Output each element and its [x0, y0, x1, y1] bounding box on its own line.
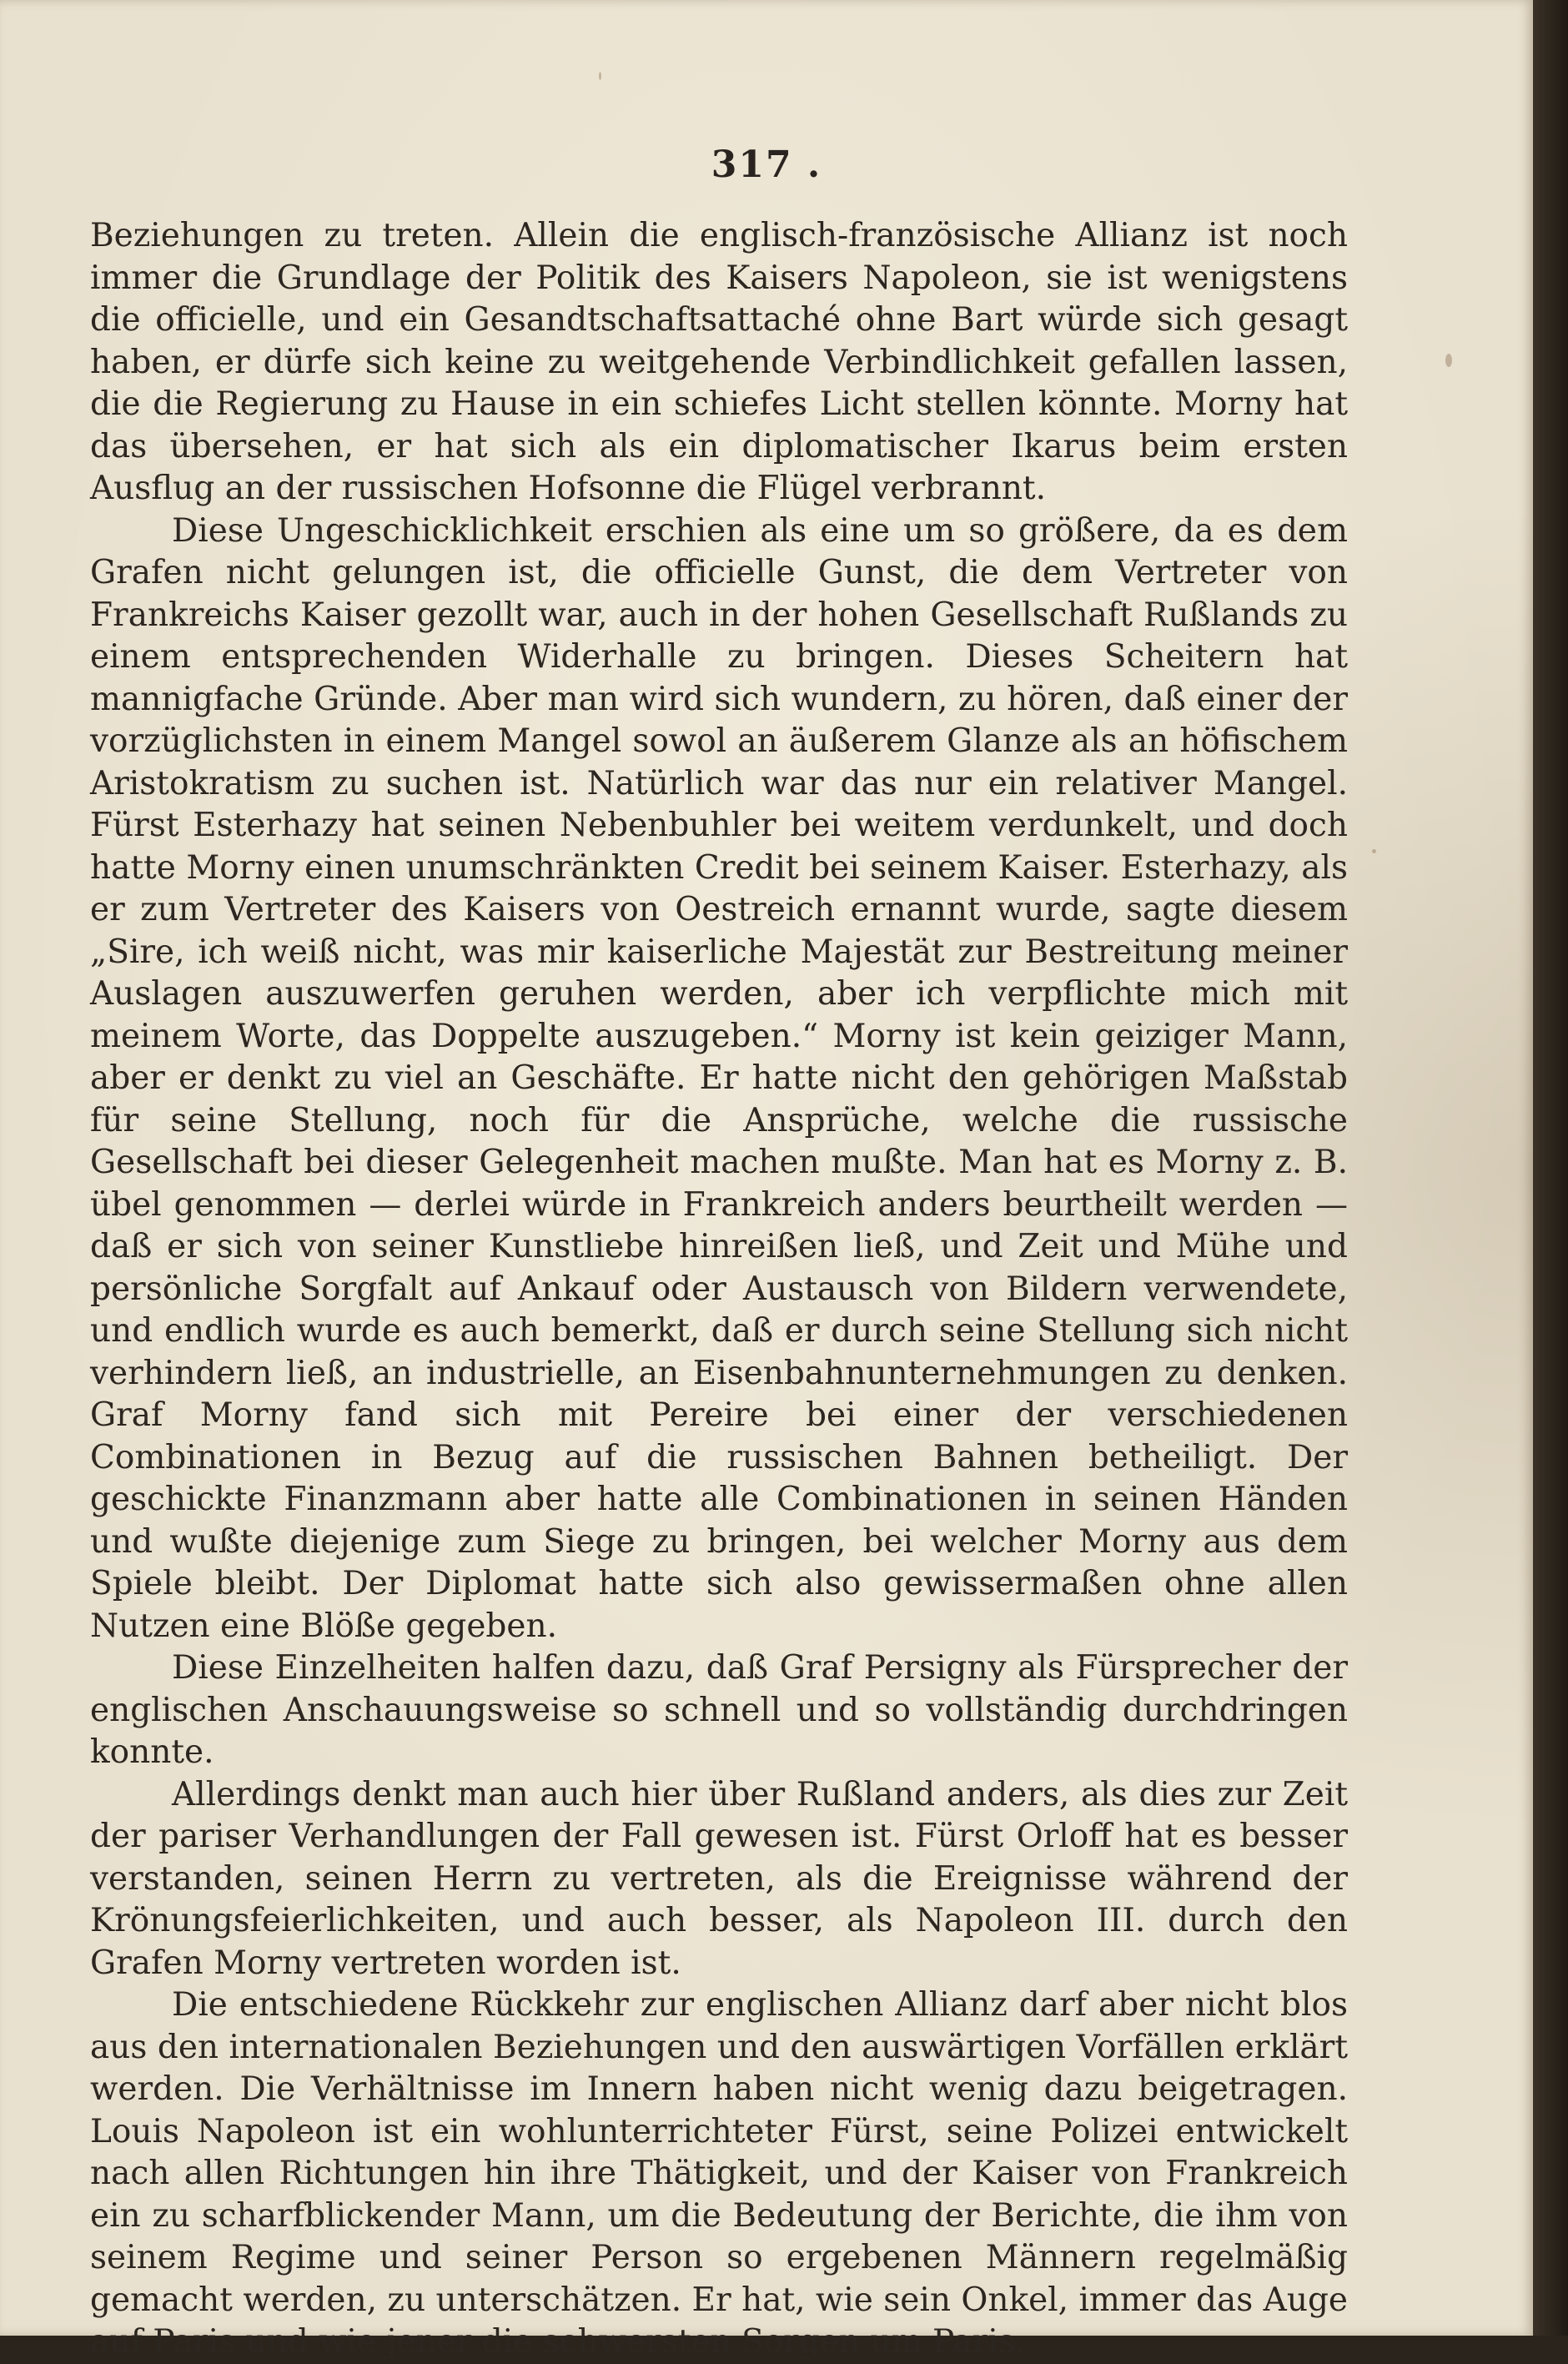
book-binding-edge: [1533, 0, 1568, 2336]
paper-stain: [599, 72, 601, 80]
paragraph: Allerdings denkt man auch hier über Rußland anders, als dies zur Zeit der pariser Verhandlungen der Fall gewesen ist. Fürst Orloff hat es besser verstanden, seinen Herrn zu vertreten, als die Ereignisse während der Krönungsfeierlichkeiten, und auch besser, als Napoleon III. durch den Grafen Morny vertreten worden ist.: [90, 1775, 1348, 1982]
paper-stain: [1372, 849, 1376, 853]
paragraph: Die entschiedene Rückkehr zur englischen Allianz darf aber nicht blos aus den internationalen Beziehungen und den auswärtigen Vorfällen erklärt werden. Die Verhältnisse im Innern haben nicht wenig dazu beigetragen. Louis Napoleon ist ein wohlunterrichteter Fürst, seine Polizei entwickelt nach allen Richtungen hin ihre Thätigkeit, und der Kaiser von Frankreich ein zu scharfblickender Mann, um die Bedeutung der Berichte, die ihm von seinem Regime und seiner Person so ergebenen Männern regelmäßig gemacht werden, zu unterschätzen. Er hat, wie sein Onkel, immer das Auge auf Paris und wie jener die schwersten Sorgen um Paris.: [90, 1986, 1348, 2361]
body-text: [90, 215, 1348, 2364]
paragraph: Diese Ungeschicklichkeit erschien als eine um so größere, da es dem Grafen nicht gelungen ist, die officielle Gunst, die dem Vertreter von Frankreichs Kaiser gezollt war, auch in der hohen Gesellschaft Rußlands zu einem entsprechenden Widerhalle zu bringen. Dieses Scheitern hat mannigfache Gründe. Aber man wird sich wundern, zu hören, daß einer der vorzüglichsten in einem Mangel sowol an äußerem Glanze als an höfischem Aristokratism zu suchen ist. Natürlich war das nur ein relativer Mangel. Fürst Esterhazy hat seinen Nebenbuhler bei weitem verdunkelt, und doch hatte Morny einen unumschränkten Credit bei seinem Kaiser. Esterhazy, als er zum Vertreter des Kaisers von Oestreich ernannt wurde, sagte diesem „Sire, ich weiß nicht, was mir kaiserliche Majestät zur Bestreitung meiner Auslagen auszuwerfen geruhen werden, aber ich verpflichte mich mit meinem Worte, das Doppelte auszugeben.“ Morny ist kein geiziger Mann, aber er denkt zu viel an Geschäfte. Er hatte nicht den gehörigen Maßstab für seine Stellung, noch für die Ansprüche, welche die russische Gesellschaft bei dieser Gelegenheit machen mußte. Man hat es Morny z. B. übel genommen — derlei würde in Frankreich anders beurtheilt werden — daß er sich von seiner Kunstliebe hinreißen ließ, und Zeit und Mühe und persönliche Sorgfalt auf Ankauf oder Austausch von Bildern verwendete, und endlich wurde es auch bemerkt, daß er durch seine Stellung sich nicht verhindern ließ, an industrielle, an Eisenbahnunternehmungen zu denken. Graf Morny fand sich mit Pereire bei einer der verschiedenen Combinationen in Bezug auf die russischen Bahnen betheiligt. Der geschickte Finanzmann aber hatte alle Combinationen in seinen Händen und wußte diejenige zum Siege zu bringen, bei welcher Morny aus dem Spiele bleibt. Der Diplomat hatte sich also gewissermaßen ohne allen Nutzen eine Blöße gegeben.: [90, 511, 1348, 1645]
page-number: 317 .: [711, 143, 822, 186]
paragraph: Beziehungen zu treten. Allein die englisch-französische Allianz ist noch immer die Grundlage der Politik des Kaisers Napoleon, sie ist wenigstens die officielle, und ein Gesandtschaftsattaché ohne Bart würde sich gesagt haben, er dürfe sich keine zu weitgehende Verbindlichkeit gefallen lassen, die die Regierung zu Hause in ein schiefes Licht stellen könnte. Morny hat das übersehen, er hat sich als ein diplomatischer Ikarus beim ersten Ausflug an der russischen Hofsonne die Flügel verbrannt.: [90, 217, 1348, 507]
paragraph: Diese Einzelheiten halfen dazu, daß Graf Persigny als Fürsprecher der englischen Anschauungsweise so schnell und so vollständig durchdringen konnte.: [90, 1649, 1348, 1771]
paper-stain: [1445, 354, 1452, 367]
